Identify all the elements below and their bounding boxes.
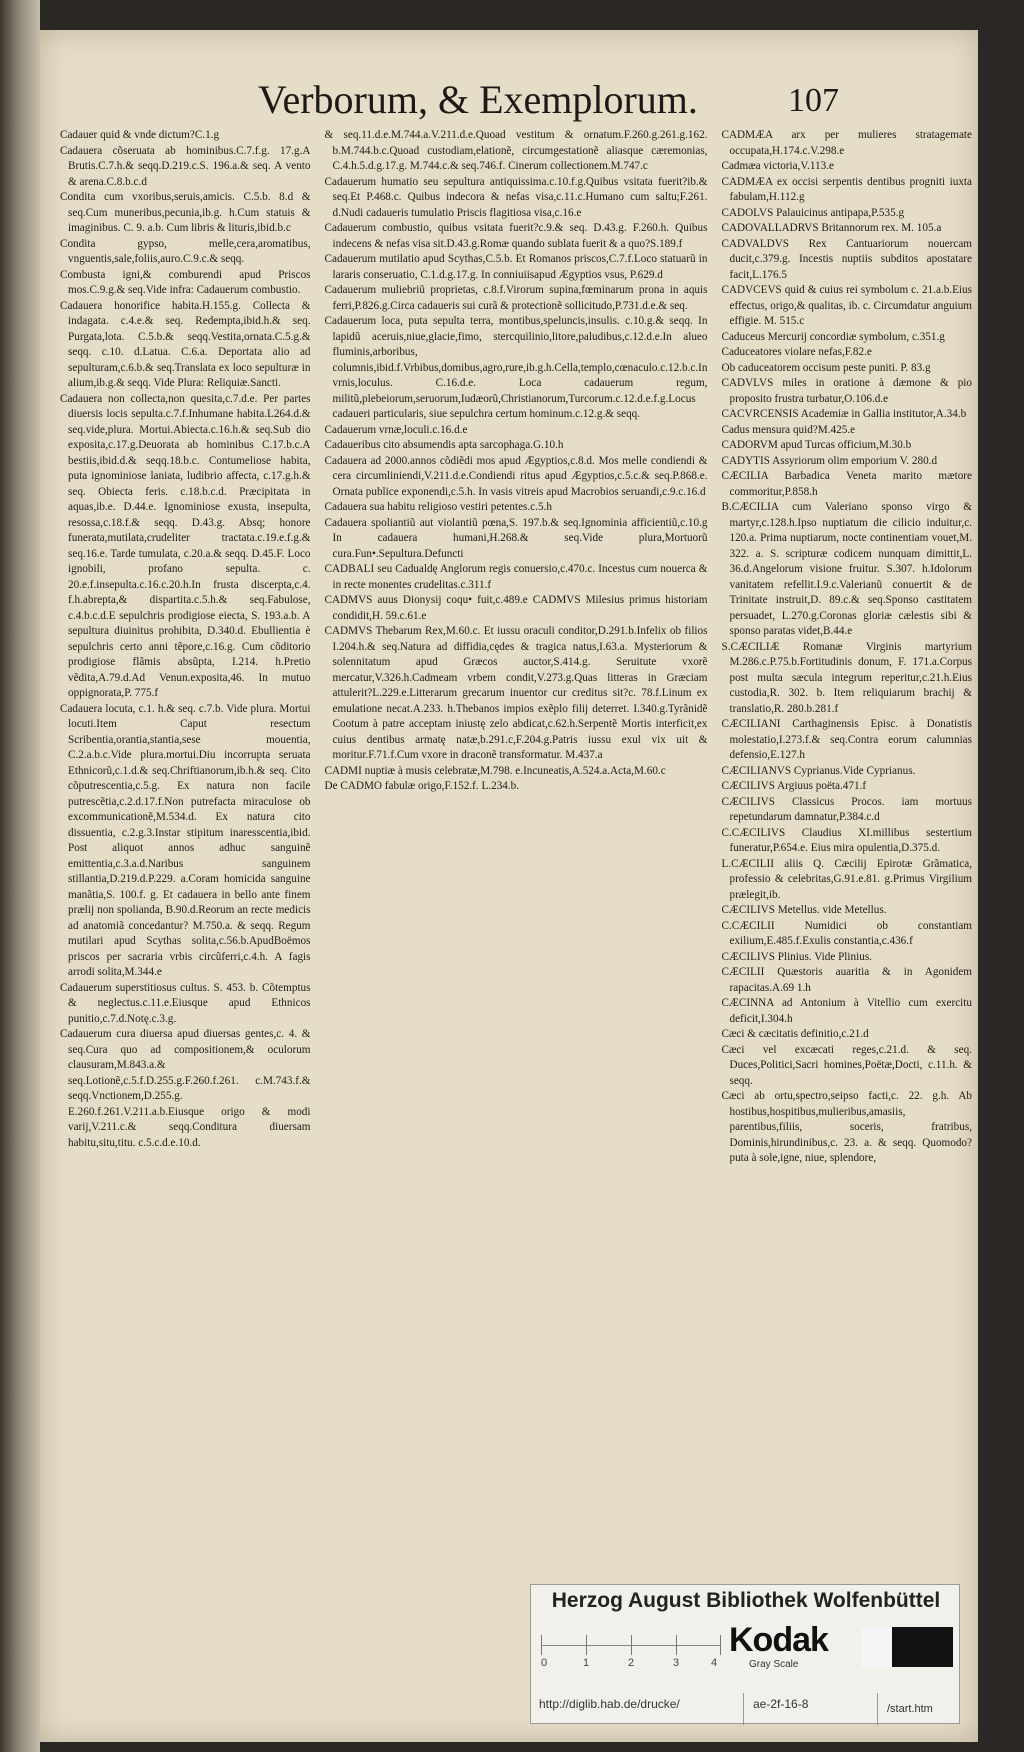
- index-entry: CÆCILIANVS Cyprianus.Vide Cyprianus.: [721, 764, 916, 777]
- index-entry: C.CÆCILII Numidici ob constantiam exilium,E.485.f.Exulis constantia,c.436.f: [721, 919, 972, 947]
- scale-ruler: [541, 1631, 721, 1671]
- index-entry: Cadmæa victoria,V.113.e: [721, 160, 834, 172]
- index-entry: Caduceatores violare nefas,F.82.e: [721, 346, 872, 358]
- index-entry: CÆCILII Quæstoris auaritia & in Agonidem rapacitas.A.69 1.h: [721, 966, 972, 994]
- index-entry: CÆCILIVS Classicus Procos. iam mortuus repetundarum damnatur,P.384.c.d: [721, 795, 972, 823]
- page-header: [40, 76, 978, 136]
- index-entry: Cadauera ad 2000.annos cõdiẽdi mos apud Ægyptios,c.8.d. Mos melle condiendi & cera circumliniendi,V.211.d.e.Condiendi ritus apud Ægyptios,c.5.c.& seq.P.868.e. Ornata publice exponendi,c.5.h. In vasis vitreis apud Macrobios seruandi,c.9.c.16.d: [324, 454, 708, 498]
- ruler-number: 1: [583, 1657, 590, 1669]
- running-head: Verborum, & Exemplorum.: [258, 77, 698, 122]
- stamp-start: /start.htm: [887, 1703, 933, 1715]
- index-entry: Cadauerum humatio seu sepultura antiquissima.c.10.f.g.Quibus vsitata fuerit?ib.& seq.Et P.468.c. Quibus indecora & nefas visa,c.11.c.Humano cum saltu;F.261. d.Nudi cadaueris tumulatio Priscis flagitiosa visa,c.16.e: [324, 175, 708, 219]
- book-spine-edge: [0, 0, 40, 1752]
- gray-swatch: [922, 1627, 953, 1667]
- index-entry: Cæci ab ortu,spectro,seipso facti,c. 22. g.h. Ab hostibus,hospitibus,mulieribus,amasiis, parentibus,filiis, soceris, fratribus, Dominis,hirundinibus,c. 23. a. & seqq. Quomodo?puta à sole,igne, niue, splendore,: [721, 1090, 972, 1164]
- shelf-signature: ae-2f-16-8: [753, 1697, 809, 1711]
- index-entry: CADMVS Thebarum Rex,M.60.c. Et iussu oraculi conditor,D.291.b.Infelix ob filios I.204.h.& seq.Natura ad diffidia,cędes & tragica natus,I.63.a. Mysteriorum & solennitatum apud Græcos auctor,S.414.g. Seruitute vxorẽ mercatur,V.326.h.Cadmeam vrbem condit,V.273.g.Quas litteras in Græciam attulerit?L.229.e.Litterarum grecarum inuentor cur creditus sit?c. 78.f.Linum ex emulatione necat.A.233. h.Thebanos impios exẽplo filij deterret. I.340.g.Tyrãnidẽ Cootum à patre acceptam iniustę zelo abdicat,c.62.h.Serpentẽ Mortis interficit,ex cuius dentibus armatę natæ,b.291.c,F.204.g.Patris iussu exul vix uit & moritur.F.71.f.Cum vxore in draconẽ transformatur. M.437.a: [324, 625, 708, 761]
- ruler-tick: [676, 1635, 677, 1655]
- ruler-number: 3: [673, 1657, 680, 1669]
- index-entry: Cadus mensura quid?M.425.e: [721, 423, 856, 436]
- stamp-divider: [877, 1693, 878, 1725]
- index-entry: Cæci vel excæcati reges,c.21.d. & seq. Duces,Politici,Sacri homines,Poëtæ,Docti, c.11.h. & seqq.: [721, 1043, 972, 1087]
- stamp-divider: [743, 1693, 744, 1725]
- column-middle: [325, 128, 708, 1288]
- index-entry: Cadauerum combustio, quibus vsitata fuerit?c.9.& seq. D.43.g. F.260.h. Quibus indecens & nefas visa sit.D.43.g.Romæ quando sublata fuerit & a quo?S.189.f: [324, 222, 708, 250]
- index-entry: Cadauera sua habitu religioso vestiri petentes.c.5.h: [324, 501, 552, 513]
- index-entry: CADOVALLADRVS Britannorum rex. M. 105.a: [721, 222, 942, 234]
- index-entry: CADMÆA ex occisi serpentis dentibus progniti iuxta fabulam,H.112.g: [721, 175, 972, 203]
- ruler-number: 2: [628, 1657, 635, 1669]
- index-entry: Cadauera locuta, c.1. h.& seq. c.7.b. Vide plura. Mortui locuti.Item Caput resectum Scribentia,orantia,stantia,sese mouentia, C.2.a.b.c.Vide plura.mortui.Diu incorrupta seruata Ethnicorũ,c.1.d.& seq.Chriftianorum,ib.h.& seq. Cito cõputrescentia,c.5.g. Ex natura non facile putrescẽtia,c.2.d.17.f.Non putrefacta miraculose ob excommunicationẽ,M.534.d. Ex natura cito dissuentia, c.2.g.3.Instar stipitum inaresscentia,ibid. Post aliquot annos adhuc sanguinẽ emittentia,c.3.a.d.Naribus sanguinem stillantia,D.219.d.P.229. a.Coram homicida sanguine manãtia,S. 100.f. g. Et cadauera in bello ante finem prælij non spolianda, B.90.d.Reorum an recte medicis ad anatomiã concedantur? M.750.a. & seqq. Regum mutilari apud Scythas solita,c.56.b.ApudBoëmos priscos per sacraria vrbis circũferri,c.4.h. A fagis arrodi solita,M.344.e: [60, 702, 311, 978]
- index-entry: CÆCILIVS Argiuus poëta.471.f: [721, 780, 867, 792]
- text-columns: [60, 128, 972, 1288]
- index-entry: CADVLVS miles in oratione à dæmone & pio proposito frustra turbatur,O.106.d.e: [721, 377, 972, 405]
- index-entry: Cadauera honorifice habita.H.155.g. Collecta & indagata. c.4.e.& seq. Redempta,ibid.h.& seq. Purgata,lota. C.5.b.& seqq.Vestita,ornata.C.5.g.& seqq. c.10. d.Latua. C.6.a. Deportata alio ad sepulturam,c.6.b.& seq.Translata ex loco sepulturæ in alium,ib.g.& seqq. Vide Plura: Reliquiæ.Sancti.: [60, 299, 311, 389]
- ruler-tick: [720, 1635, 721, 1655]
- index-entry: CACVRCENSIS Academiæ in Gallia institutor,A.34.b: [721, 408, 967, 420]
- index-entry: Ob caduceatorem occisum peste puniti. P. 83.g: [721, 361, 931, 374]
- index-entry: De CADMO fabulæ origo,F.152.f. L.234.b.: [324, 780, 520, 792]
- index-entry: CADMI nuptiæ à musis celebratæ,M.798. e.Incuneatis,A.524.a.Acta,M.60.c: [324, 764, 666, 777]
- index-entry: Cadauerum mutilatio apud Scythas,C.5.b. Et Romanos priscos,C.7.f.Loco statuarũ in lararis conseruatio, C.1.d.g.17.g. In conniuiisapud Ægyptios vsus, P.629.d: [324, 253, 708, 281]
- column-right: [721, 128, 972, 1288]
- gray-swatch: [892, 1627, 923, 1667]
- index-entry: CÆCILIA Barbadica Veneta marito mætore commoritur,P.858.h: [721, 470, 972, 498]
- index-entry: CADMÆA arx per mulieres stratagemate occupata,H.174.c.V.298.e: [721, 129, 972, 157]
- index-entry: CÆCILIVS Plinius. Vide Plinius.: [721, 950, 872, 963]
- index-entry: CADOLVS Palauicinus antipapa,P.535.g: [721, 206, 905, 219]
- index-entry: Cadauerum vrnæ,loculi.c.16.d.e: [324, 423, 468, 436]
- index-entry: Cadauera spoliantiũ aut violantiũ pœna,S. 197.b.& seq.Ignominia afficientiũ,c.10.g In cadauera humani,H.268.& seq.Vide plura,Mortuorũ cura.Fun•.Sepultura.Defuncti: [324, 516, 708, 560]
- book-page: [40, 30, 978, 1742]
- gray-swatch: [861, 1627, 892, 1667]
- index-entry: L.CÆCILII aliis Q. Cæcilij Epirotæ Grãmatica, professio & celebritas,G.91.e.81. g.Primus Virgilium prælegit,ib.: [721, 857, 972, 901]
- ruler-number: 4: [711, 1657, 718, 1669]
- index-entry: CADBALI seu Cadualdę Anglorum regis conuersio,c.470.c. Incestus cum nouerca & in recte monentes crudelitas.c.311.f: [324, 563, 708, 591]
- ruler-tick: [631, 1635, 632, 1655]
- index-entry: C.CÆCILIVS Claudius XI.millibus sestertium funeratur,P.654.e. Eius mira opulentia,D.375.d.: [721, 826, 972, 854]
- index-entry: Condita cum vxoribus,seruis,amicis. C.5.b. 8.d & seq.Cum muneribus,pecunia,ib.g. h.Cum statuis & imaginibus. C. 9. a.b. Cum libris & lituris,ibid.b.c: [60, 191, 311, 234]
- index-entry: CADYTIS Assyriorum olim emporium V. 280.d: [721, 454, 938, 467]
- index-entry: Cæci & cæcitatis definitio,c.21.d: [721, 1028, 869, 1040]
- ruler-number: 0: [541, 1657, 548, 1669]
- index-entry: Cadaueribus cito absumendis apta sarcophaga.G.10.h: [324, 439, 564, 451]
- stamp-url: http://diglib.hab.de/drucke/: [539, 1697, 680, 1711]
- index-entry: & seq.11.d.e.M.744.a.V.211.d.e.Quoad vestitum & ornatum.F.260.g.261.g.162. b.M.744.b.c.Quoad custodiam,elationẽ, circumgestationẽ aliasque cæremonias, C.4.h.5.d.g.17.g. M.744.c.& seq.746.f. Cinerum collectionem.M.747.c: [324, 129, 708, 172]
- gray-scale-swatches: [861, 1627, 953, 1667]
- index-entry: Combusta igni,& comburendi apud Priscos mos.C.9.g.& seq.Vide infra: Cadauerum combustio.: [60, 268, 311, 296]
- index-entry: Cadauerum superstitiosus cultus. S. 453. b. Cõtemptus & neglectus.c.11.e.Eiusque apud Ethnicos punitio,c.7.d.Notę.c.3.g.: [60, 981, 311, 1025]
- index-entry: CÆCINNA ad Antonium à Vitellio cum exercitu deficit,I.304.h: [721, 997, 972, 1025]
- page-number: 107: [788, 82, 839, 119]
- index-entry: CADVCEVS quid & cuius rei symbolum c. 21.a.b.Eius effectus, origo,& qualitas, ib. c. Circumdatur anguium effigie. M. 515.c: [721, 284, 972, 327]
- index-entry: B.CÆCILIA cum Valeriano sponso virgo & martyr,c.128.h.Ipso nuptiatum die cilicio induitur,c. 120.a. Prima nuptiarum, nocte continentiam vouet,M. 322. a. S. scripturæ codicem nunquam dimittit,L. 36.d.Angelorum visione fruitur. S.307. h.Idolorum vanitatem refellit.I.9.c.Valerianũ conuertit & de Trinitate instruit,D. 89.c.& seq.Sponso castitatem persuadet, L.270.g.Coronas gloriæ cælestis sibi & sponso paratas videt,B.44.e: [721, 501, 972, 637]
- index-entry: CADORVM apud Turcas officium,M.30.b: [721, 439, 912, 451]
- index-entry: CÆCILIVS Metellus. vide Metellus.: [721, 904, 887, 916]
- library-name: Herzog August Bibliothek Wolfenbüttel: [551, 1589, 941, 1612]
- index-entry: Cadauerum cura diuersa apud diuersas gentes,c. 4. & seq.Cura quo ad compositionem,& oculorum clausuram,M.843.a.& seq.Lotionẽ,c.5.f.D.255.g.F.260.f.261. c.M.743.f.& seqq.Vnctionem,D.255.g. E.260.f.261.V.211.a.b.Eiusque origo & modi varij,V.211.c.& seqq.Conditura diuersam habitu,situ,titu. c.5.c.d.e.10.d.: [60, 1028, 311, 1149]
- index-entry: Cadauerum loca, puta sepulta terra, montibus,speluncis,insulis. c.10.g.& seqq. In lapidũ aceruis,niue,glacie,fimo, stercquilinio,litore,paludibus,c.12.d.e.In alueo fluminis,arboribus, columnis,ibid.f.Vrbibus,domibus,agro,rure,ib.g.h.Cella,templo,cœnaculo.c.12.b.c.In vrnis,loculus. C.16.d.e. Loca cadauerum regum, militũ,plebeiorum,seruorum,Iudæorũ,Christianorum,Turcorum.c.12.d.e.f.g.Locus cadaueri particularis, siue sepulchra certum hominum.c.12.g.& seqq.: [324, 315, 708, 420]
- library-stamp: [530, 1584, 960, 1724]
- index-entry: Cadauer quid & vnde dictum?C.1.g: [60, 129, 220, 141]
- index-entry: Caduceus Mercurij concordiæ symbolum, c.351.g: [721, 330, 945, 343]
- kodak-logo: Kodak: [729, 1621, 828, 1659]
- index-entry: CADVALDVS Rex Cantuariorum nouercam ducit,c.379.g. Incestis nuptiis subditos apostatare facit,L.176.5: [721, 237, 972, 281]
- index-entry: Cadauerum muliebriũ proprietas, c.8.f.Virorum supina,fœminarum prona in aquis ferri,P.826.g.Circa cadaueris sui curã & protectionẽ sollicitudo,P.731.d.e.& seq.: [324, 284, 708, 312]
- index-entry: Cadauera cõseruata ab hominibus.C.7.f.g. 17.g.A Brutis.C.7.h.& seqq.D.219.c.S. 196.a.& seq. A vento & arena.C.8.b.c.d: [60, 144, 311, 188]
- index-entry: Condita gypso, melle,cera,aromatibus, vnguentis,sale,foliis,auro.C.9.c.& seqq.: [60, 237, 311, 265]
- index-entry: CADMVS auus Dionysij coqu• fuit,c.489.e CADMVS Milesius primus historiam condidit,H. 59.c.61.e: [324, 594, 708, 622]
- index-entry: S.CÆCILIÆ Romanæ Virginis martyrium M.286.c.P.75.b.Fortitudinis donum, F. 171.a.Corpus post multa sæcula integrum reperitur,c.21.h.Eius custodia,R. 302. b. Item reliquiarum brachij & translatio,R. 280.b.281.f: [721, 640, 972, 715]
- index-entry: CÆCILIANI Carthaginensis Episc. à Donatistis molestatio,I.273.f.& seq.Contra eorum calumnias defensio,E.127.h: [721, 718, 972, 761]
- index-entry: Cadauera non collecta,non quesita,c.7.d.e. Per partes diuersis locis sepulta.c.7.f.Inhumane habita.L264.d.& seq.vide,plura. Mortui.Abiecta.c.16.h.& seq.Sub dio exposita,c.17.g.Deuorata ab hominibus C.17.b.c.A bestiis,ibid.d.& seqq.18.b.c. Contumeliose habita, puta ignominiose laniata, ludibrio affecta, c.17.g.h.& seq. Obiecta feris. c.18.b.c.d. Præcipitata in aquas,ib.e. D.44.e. Ignominiose exusta, insepulta, resossa,c.18.f.& seqq. D.43.g. Absq; honore funerata,mutilata,crudeliter tractata.c.19.e.f.g.& seq.16.e. Tarde tumulata, c.20.a.& seqq. D.45.F. Loco ignobili, profano sepulta. c. 20.e.f.insepulta.c.16.c.20.h.In frusta discerpta,c.4. f.h.abrepta,& dispartita.c.5.h.& seq.Fabulose, c.4.b.c.d.E sepulchris prodigiose eiecta, S. 193.a.b. A sepultura diuinitus prohibita, D.340.d. Ebullientia è sepulchris certo anni tẽpore,c.16.g. Cum cõditorio prodigiose flãmis absũpta, I.214. h.Pretio vẽdita,A.79.d.Ad Venun.exposita,46. In mutuo oppignorata,P. 775.f: [60, 392, 311, 699]
- ruler-tick: [586, 1635, 587, 1655]
- gray-scale-label: Gray Scale: [749, 1659, 799, 1670]
- column-left: [60, 128, 311, 1288]
- ruler-tick: [541, 1635, 542, 1655]
